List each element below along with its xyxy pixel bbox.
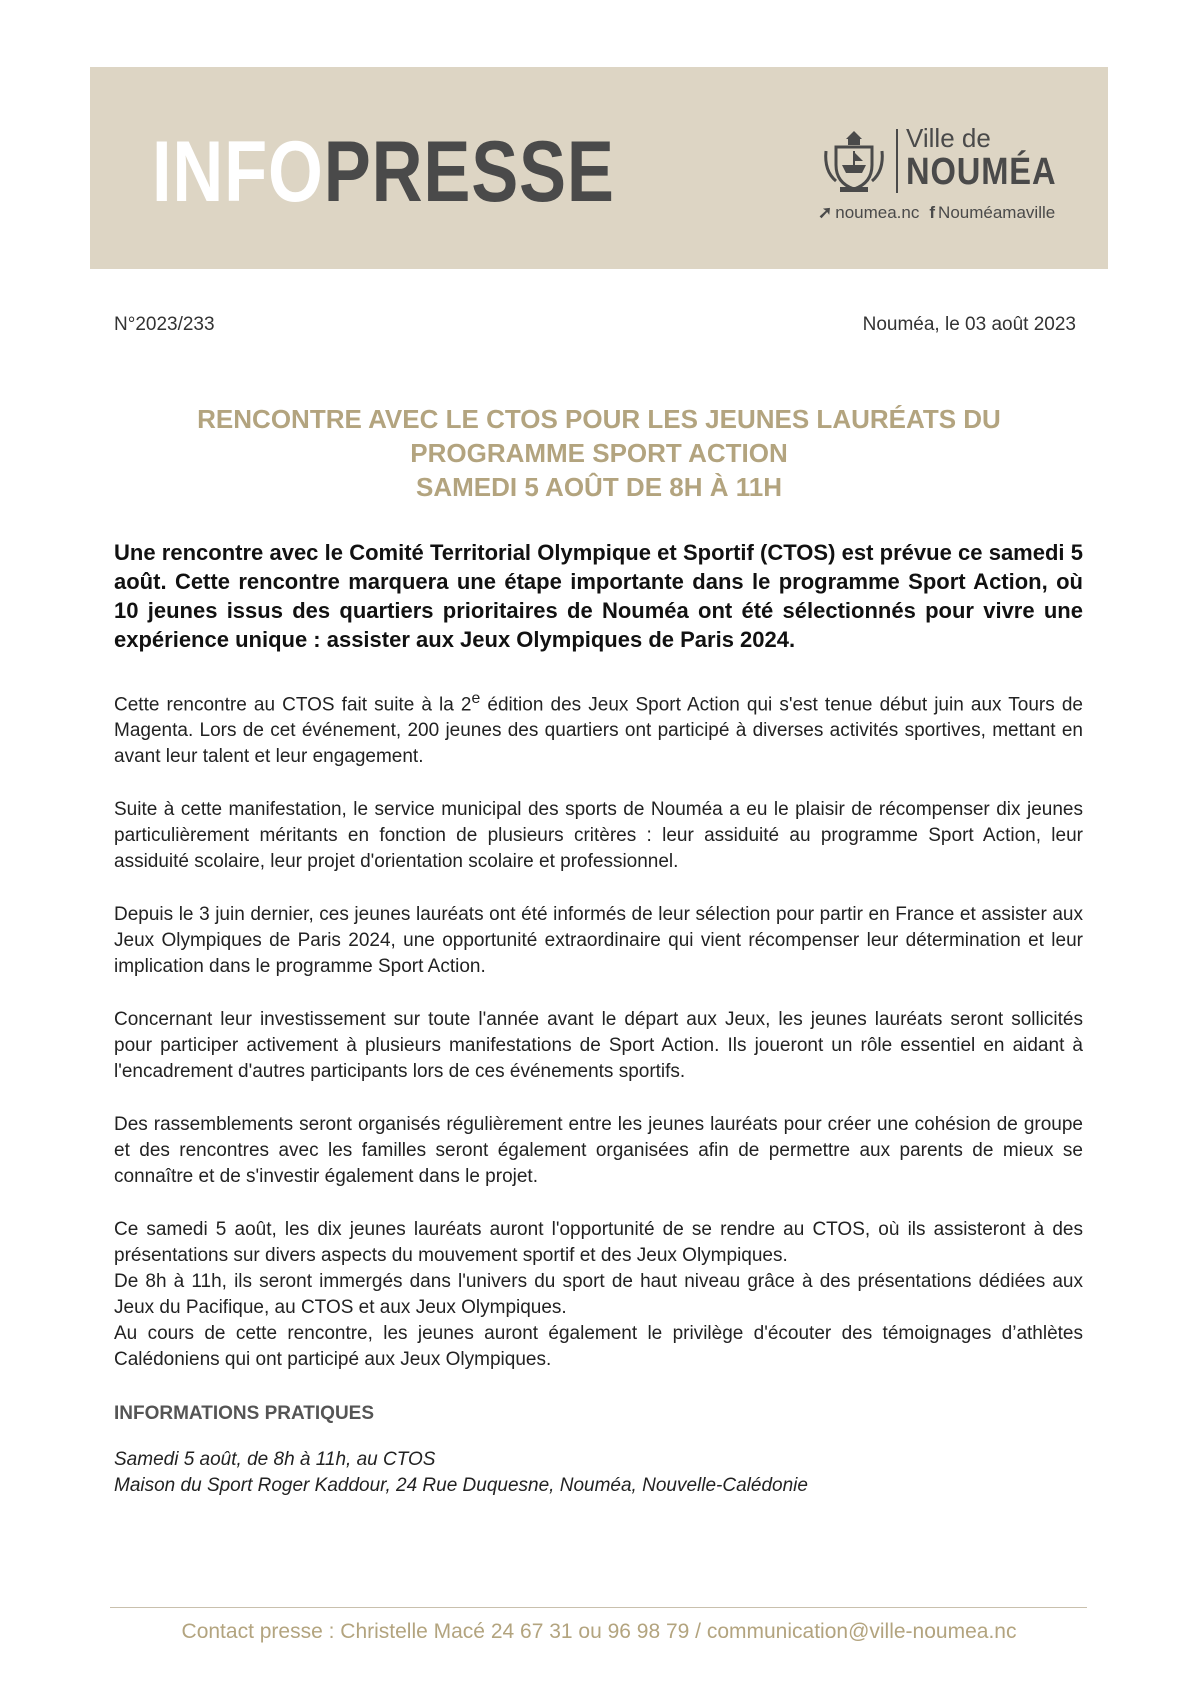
article-body [114,538,1083,1499]
coat-of-arms-icon [818,125,890,197]
press-release-date: Nouméa, le 03 août 2023 [862,314,1076,335]
press-contact: Contact presse : Christelle Macé 24 67 31 ou 96 98 79 / communication@ville-noumea.nc [181,1620,1017,1643]
website-link[interactable]: noumea.nc [835,203,920,222]
paragraph-1-end: édition des Jeux Sport Action qui s'est tenue début juin aux Tours de Magenta. Lors de cet événement, 200 jeunes des quartiers ont participé à diverses activités sportives, mettant en avant leur talent et leur engagement. [114,694,1083,768]
cursor-icon: ➚ [818,203,833,222]
headline-line-2: PROGRAMME SPORT ACTION [410,438,788,468]
press-release-number: N°2023/233 [114,314,215,335]
lead-paragraph: Une rencontre avec le Comité Territorial Olympique et Sportif (CTOS) est prévue ce samedi 5 août. Cette rencontre marquera une étape importante dans le programme Sport Action, où 10 jeunes issus des quartiers prioritaires de Nouméa ont été sélectionnés pour vivre une expérience unique : assister aux Jeux Olympiques de Paris 2024. [114,540,1083,652]
paragraph-4: Concernant leur investissement sur toute l'année avant le départ aux Jeux, les jeunes lauréats seront sollicités pour participer activement à plusieurs manifestations de Sport Action. Ils joueront un rôle essentiel en aidant à l'encadrement d'autres participants lors de ces événements sportifs. [114,1009,1083,1083]
paragraph-6a: Ce samedi 5 août, les dix jeunes lauréats auront l'opportunité de se rendre au CTOS, où ils assisteront à des présentations sur divers aspects du mouvement sportif et des Jeux Olympiques. [114,1219,1083,1267]
practical-info-heading: INFORMATIONS PRATIQUES [114,1403,375,1425]
headline [90,402,1108,504]
facebook-link[interactable]: Nouméamaville [938,203,1056,222]
footer-divider [110,1607,1087,1608]
headline-line-1: RENCONTRE AVEC LE CTOS POUR LES JEUNES LAURÉATS DU [197,404,1001,434]
headline-line-3: SAMEDI 5 AOÛT DE 8H À 11H [415,472,782,502]
paragraph-2: Suite à cette manifestation, le service municipal des sports de Nouméa a eu le plaisir de récompenser dix jeunes particulièrement méritants en fonction de plusieurs critères : leur assiduité au programme Sport Action, leur assiduité scolaire, leur projet d'orientation scolaire et professionnel. [114,799,1083,873]
practical-info-address: Maison du Sport Roger Kaddour, 24 Rue Duquesne, Nouméa, Nouvelle-Calédonie [114,1475,808,1497]
paragraph-3: Depuis le 3 juin dernier, ces jeunes lauréats ont été informés de leur sélection pour partir en France et assister aux Jeux Olympiques de Paris 2024, une opportunité extraordinaire qui vient récompenser leur détermination et leur implication dans le programme Sport Action. [114,904,1083,978]
paragraph-6c: Au cours de cette rencontre, les jeunes auront également le privilège d'écouter des témoignages d’athlètes Calédoniens qui ont participé aux Jeux Olympiques. [114,1323,1083,1371]
facebook-icon: f [929,203,936,222]
logo-separator [896,129,898,193]
paragraph-1-start: Cette rencontre au CTOS fait suite à la 2 [114,694,472,716]
paragraph-6b: De 8h à 11h, ils seront immergés dans l'univers du sport de haut niveau grâce à des présentations dédiées aux Jeux du Pacifique, au CTOS et aux Jeux Olympiques. [114,1271,1083,1319]
banner-title [152,124,615,220]
header-banner [90,67,1108,269]
paragraph-1-superscript: e [471,690,481,707]
logo-social-links [818,203,1055,223]
logo-noumea: NOUMÉA [906,151,1057,193]
ville-de-noumea-logo [818,119,1068,222]
banner-title-presse: PRESSE [323,124,615,220]
banner-title-info: INFO [152,124,324,220]
practical-info-date: Samedi 5 août, de 8h à 11h, au CTOS [114,1449,436,1471]
paragraph-1 [114,686,1083,770]
logo-ville-de: Ville de [906,123,991,153]
paragraph-5: Des rassemblements seront organisés régulièrement entre les jeunes lauréats pour créer une cohésion de groupe et des rencontres avec les familles seront également organisées afin de permettre aux parents de mieux se connaître et de s'investir également dans le projet. [114,1114,1083,1188]
